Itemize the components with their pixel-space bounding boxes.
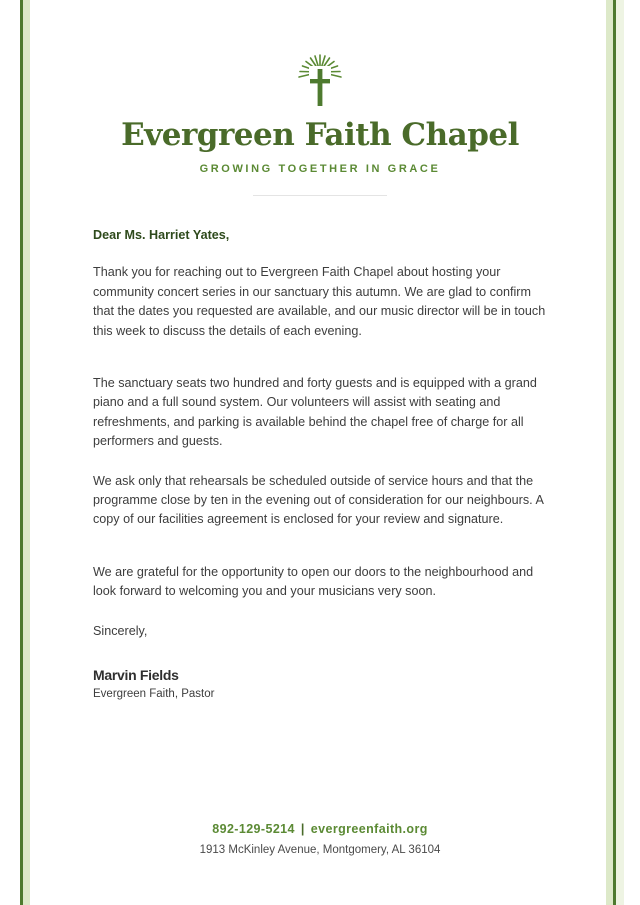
cross-with-rays-icon [290, 52, 350, 108]
phone-number: 892-129-5214 [212, 822, 295, 836]
signer-name: Marvin Fields [93, 667, 179, 684]
chapel-name: Evergreen Faith Chapel [121, 117, 519, 153]
signer-title: Evergreen Faith, Pastor [93, 688, 215, 701]
address: 1913 McKinley Avenue, Montgomery, AL 36104 [199, 844, 441, 856]
website-link[interactable]: evergreenfaith.org [310, 822, 428, 836]
tagline: GROWING TOGETHER IN GRACE [199, 163, 441, 175]
letter-paragraph: Thank you for reaching out to Evergreen Faith Chapel about hosting your community concert series in our sanctuary this autumn. We are glad to confirm that the dates you requested are available, and our music director will be in touch this week to discuss the details of each evening. [93, 265, 546, 338]
contact-separator: | [300, 822, 305, 836]
letter-paragraph: We are grateful for the opportunity to open our doors to the neighbourhood and look forward to welcoming you and your musicians very soon. [93, 564, 534, 599]
letter-paragraph: The sanctuary seats two hundred and forty guests and is equipped with a grand piano and a full sound system. Our volunteers will assist with seating and refreshments, and parking is available behind the chapel free of charge for all performers and guests. [93, 376, 537, 449]
footer [0, 820, 640, 858]
header-divider [253, 195, 387, 196]
contact-line [0, 820, 640, 838]
closing: Sincerely, [93, 623, 148, 638]
letter-body [93, 226, 553, 703]
salutation: Dear Ms. Harriet Yates, [93, 228, 230, 242]
letter-paragraph: We ask only that rehearsals be scheduled outside of service hours and that the programme close by ten in the evening out of consideration for our neighbours. A copy of our facilities agreement is enclosed for your review and signature. [93, 473, 544, 527]
letterhead [0, 52, 640, 176]
